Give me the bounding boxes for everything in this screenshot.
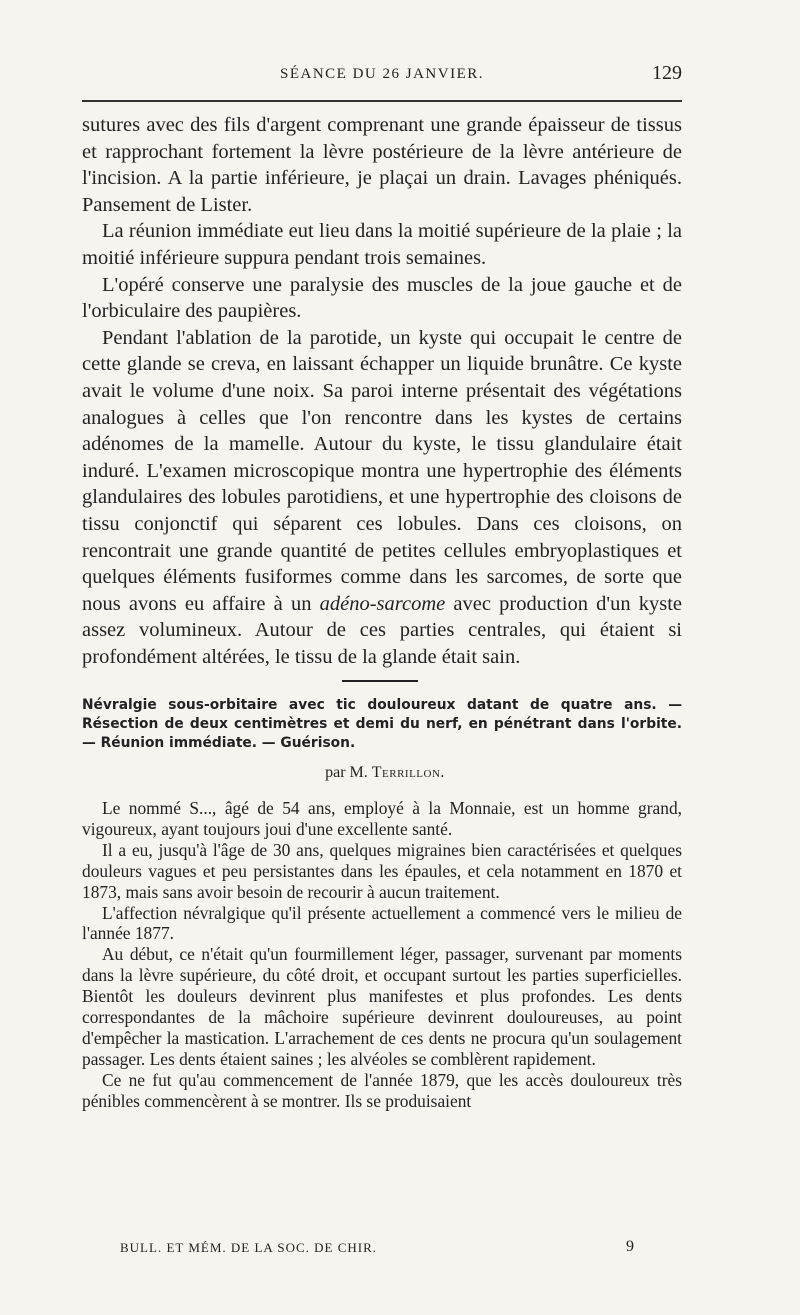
paragraph bbox=[82, 325, 682, 671]
paragraph-text: avec production d'un kyste assez volumineux. Autour de ces parties centrales, qui étaient si profondément altérées, le tissu de la glande était sain. bbox=[82, 592, 683, 668]
paragraph: La réunion immédiate eut lieu dans la moitié supérieure de la plaie ; la moitié inférieure suppura pendant trois semaines. bbox=[82, 220, 682, 269]
author-line bbox=[0, 764, 770, 782]
paragraph: sutures avec des fils d'argent comprenant une grande épaisseur de tissus et rapprochant fortement la lèvre postérieure de la lèvre antérieure de l'incision. A la partie inférieure, je plaçai un drain. Lavages phéniqués. Pansement de Lister. bbox=[82, 114, 682, 216]
body-text-top bbox=[82, 112, 682, 670]
paragraph: L'opéré conserve une paralysie des muscles de la joue gauche et de l'orbiculaire des paupières. bbox=[82, 273, 682, 323]
section-separator bbox=[342, 680, 418, 682]
paragraph-text: Pendant l'ablation de la parotide, un kyste qui occupait le centre de cette glande se creva, en laissant échapper un liquide brunâtre. Ce kyste avait le volume d'une noix. Sa paroi interne présentait des végétations analogues à celles que l'on rencontre dans les kystes de certains adénomes de la mamelle. Autour du kyste, le tissu glandulaire était induré. L'examen microscopique montra une hypertrophie des éléments glandulaires des lobules parotidiens, et une hypertrophie des cloisons de tissu conjonctif qui séparent ces lobules. Dans ces cloisons, on rencontrait une grande quantité de petites cellules embryoplastiques et quelques éléments fusiformes comme dans les sarcomes, de sorte que nous avons eu affaire à un bbox=[82, 326, 682, 615]
italic-term: adéno-sarcome bbox=[319, 592, 446, 615]
author-name: Terrillon. bbox=[371, 764, 445, 781]
paragraph: L'affection névralgique qu'il présente actuellement a commencé vers le milieu de l'année 1877. bbox=[82, 902, 682, 944]
paragraph: Le nommé S..., âgé de 54 ans, employé à la Monnaie, est un homme grand, vigoureux, ayant toujours joui d'une excellente santé. bbox=[82, 798, 682, 839]
page-footer bbox=[82, 1240, 682, 1264]
running-title: SÉANCE DU 26 JANVIER. bbox=[280, 66, 484, 82]
signature-mark: 9 bbox=[626, 1238, 634, 1255]
body-text-bottom bbox=[82, 798, 682, 1112]
paragraph: Il a eu, jusqu'à l'âge de 30 ans, quelques migraines bien caractérisées et quelques douleurs vagues et peu persistantes dans les épaules, et cela notamment en 1870 et 1873, mais sans avoir besoin de recourir à aucun traitement. bbox=[82, 839, 682, 902]
paragraph: Ce ne fut qu'au commencement de l'année 1879, que les accès douloureux très pénibles commencèrent à se montrer. Ils se produisaient bbox=[82, 1069, 682, 1111]
header-rule bbox=[82, 100, 682, 102]
running-header bbox=[82, 62, 682, 90]
journal-title: BULL. ET MÉM. DE LA SOC. DE CHIR. bbox=[120, 1240, 378, 1255]
section-title: Névralgie sous-orbitaire avec tic douloureux datant de quatre ans. — Résection de deux centimètres et demi du nerf, en pénétrant dans l'orbite. — Réunion immédiate. — Guérison. bbox=[82, 697, 682, 751]
paragraph: Au début, ce n'était qu'un fourmillement léger, passager, survenant par moments dans la lèvre supérieure, du côté droit, et occupant surtout les parties superficielles. Bientôt les douleurs devinrent plus manifestes et plus profondes. Les dents correspondantes de la mâchoire supérieure devinrent douloureuses, au point d'empêcher la mastication. L'arrachement de ces dents ne procura qu'un soulagement passager. Les dents étaient saines ; les alvéoles se comblèrent rapidement. bbox=[82, 944, 682, 1069]
author-prefix: par M. bbox=[325, 764, 368, 781]
page-number: 129 bbox=[652, 62, 682, 84]
